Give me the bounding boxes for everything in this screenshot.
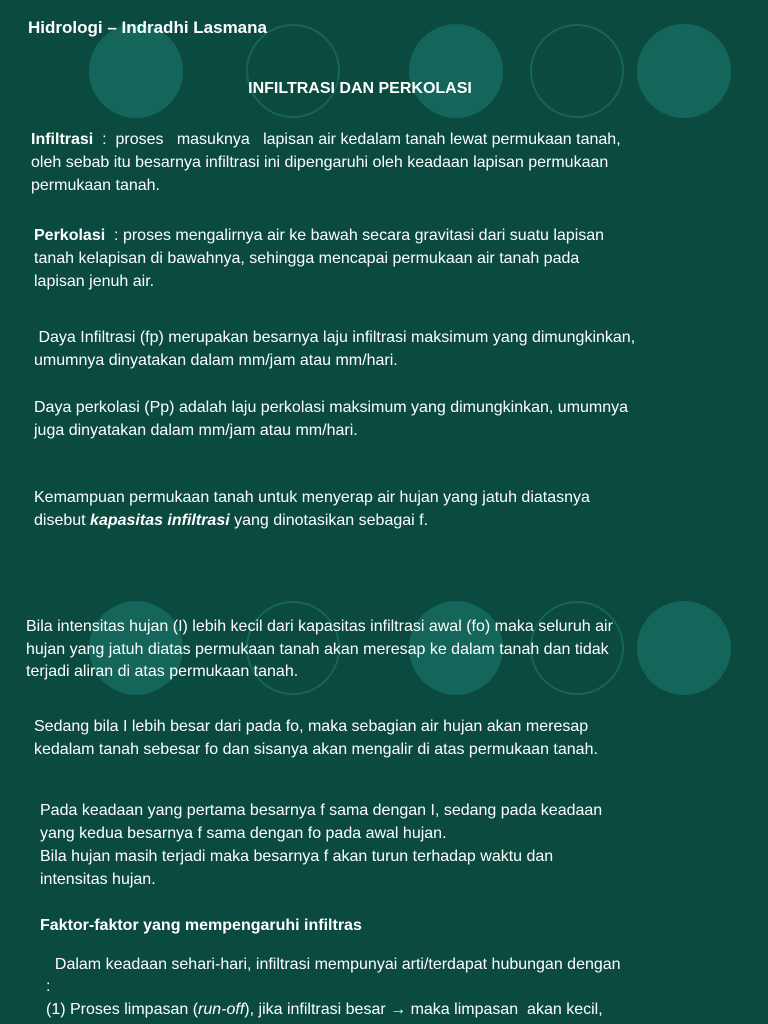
paragraph-line: Dalam keadaan sehari-hari, infiltrasi mempunyai arti/terdapat hubungan dengan [46,956,621,973]
paragraph-line: Daya Infiltrasi (fp) merupakan besarnya laju infiltrasi maksimum yang dimungkinkan, [34,329,636,346]
paragraph-line: umumnya dinyatakan dalam mm/jam atau mm/hari. [34,352,398,369]
decor-circle-10 [637,601,731,695]
paragraph-line: disebut [34,512,91,529]
paragraph-line: lapisan jenuh air. [34,273,155,290]
paragraph-line: yang kedua besarnya f sama dengan fo pada awal hujan. [40,825,447,842]
paragraph-line: hujan yang jatuh diatas permukaan tanah akan meresap ke dalam tanah dan tidak [26,641,609,658]
paragraph-line: permukaan tanah. [31,177,160,194]
paragraph-line: Pada keadaan yang pertama besarnya f sama dengan I, sedang pada keadaan [40,802,603,819]
paragraph-line: : [46,978,51,995]
term-run-off: run-off [198,1001,245,1018]
term-kapasitas-infiltrasi: kapasitas infiltrasi [90,512,230,529]
page-title: INFILTRASI DAN PERKOLASI [248,80,472,97]
document-header: Hidrologi – Indradhi Lasmana [28,18,267,37]
list-item-text: (1) Proses limpasan ( [46,1001,199,1018]
paragraph-line: yang dinotasikan sebagai f. [229,512,429,529]
paragraph-line: terjadi aliran di atas permukaan tanah. [26,663,299,680]
paragraph-line: Kemampuan permukaan tanah untuk menyerap air hujan yang jatuh diatasnya [34,489,590,506]
paragraph-line: : proses masuknya lapisan air kedalam tanah lewat permukaan tanah, [93,131,621,148]
paragraph-line: juga dinyatakan dalam mm/jam atau mm/hari. [34,422,358,439]
paragraph-line: : proses mengalirnya air ke bawah secara gravitasi dari suatu lapisan [105,227,605,244]
term-perkolasi: Perkolasi [34,227,106,244]
decor-circle-3 [409,24,503,118]
paragraph-line: Sedang bila I lebih besar dari pada fo, maka sebagian air hujan akan meresap [34,718,589,735]
term-infiltrasi: Infiltrasi [31,131,94,148]
paragraph-line: kedalam tanah sebesar fo dan sisanya akan mengalir di atas permukaan tanah. [34,741,598,758]
paragraph-line: Daya perkolasi (Pp) adalah laju perkolasi maksimum yang dimungkinkan, umumnya [34,399,629,416]
paragraph-line: oleh sebab itu besarnya infiltrasi ini dipengaruhi oleh keadaan lapisan permukaan [31,154,609,171]
paragraph-line: tanah kelapisan di bawahnya, sehingga mencapai permukaan air tanah pada [34,250,580,267]
section-heading-faktor: Faktor-faktor yang mempengaruhi infiltras [40,917,362,934]
decor-circle-5 [637,24,731,118]
paragraph-line: Bila hujan masih terjadi maka besarnya f akan turun terhadap waktu dan [40,848,554,865]
list-item-text: ), jika infiltrasi besar → maka limpasan akan kecil, [244,1001,603,1018]
paragraph-line: intensitas hujan. [40,871,156,888]
paragraph-line: Bila intensitas hujan (I) lebih kecil dari kapasitas infiltrasi awal (fo) maka seluruh air [26,618,613,635]
decor-circle-4 [530,24,624,118]
